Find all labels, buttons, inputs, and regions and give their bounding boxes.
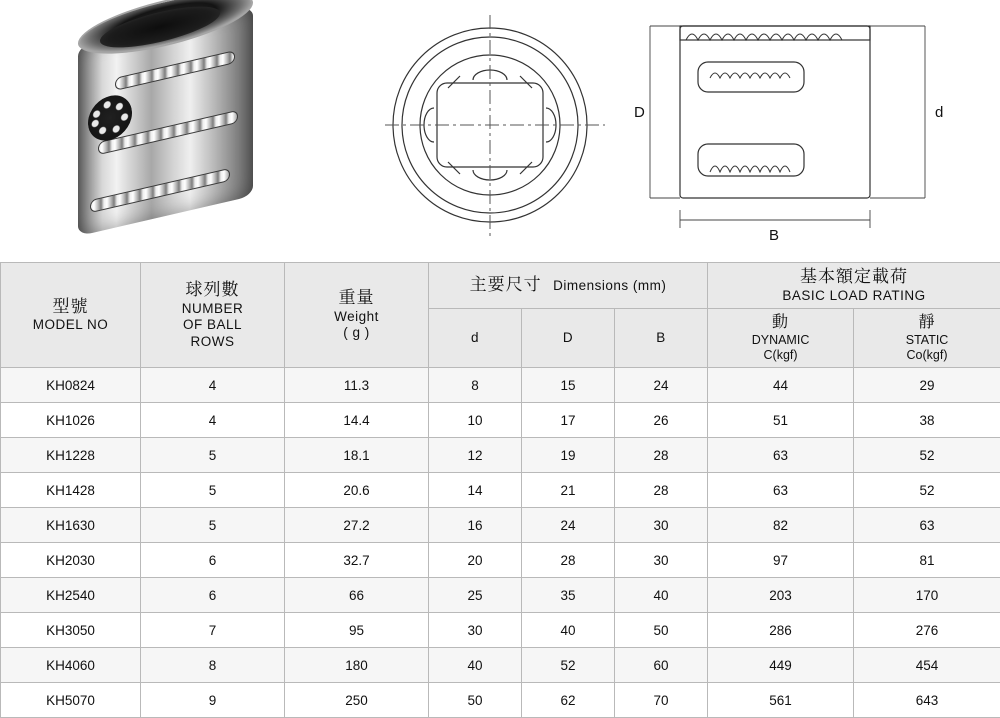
cell-dim-B: 60	[615, 648, 708, 683]
cell-dynamic: 97	[708, 543, 854, 578]
table-header	[1, 263, 1000, 368]
table-row	[1, 438, 1000, 473]
cell-ball-rows: 5	[141, 508, 285, 543]
cell-weight: 20.6	[285, 473, 429, 508]
cell-dim-B: 70	[615, 683, 708, 718]
cell-dim-B: 40	[615, 578, 708, 613]
end-view-drawing	[385, 10, 605, 245]
header-dim-d-label: d	[471, 330, 479, 345]
header-model	[1, 263, 141, 368]
table-row	[1, 508, 1000, 543]
cell-dim-D: 15	[522, 368, 615, 403]
specification-table	[0, 262, 1000, 718]
header-dim-D	[522, 309, 615, 368]
cell-dim-d: 40	[429, 648, 522, 683]
cell-weight: 18.1	[285, 438, 429, 473]
bearing-photo	[60, 16, 290, 231]
cell-static: 52	[854, 473, 1000, 508]
header-weight-en1: Weight	[287, 309, 426, 325]
header-weight-cn: 重量	[287, 288, 426, 309]
cell-static: 52	[854, 438, 1000, 473]
header-load-rating	[708, 263, 1000, 309]
cell-dim-d: 30	[429, 613, 522, 648]
header-ball-rows-en2: OF BALL	[143, 317, 282, 333]
cell-static: 38	[854, 403, 1000, 438]
cell-static: 170	[854, 578, 1000, 613]
cell-dim-B: 50	[615, 613, 708, 648]
cell-dim-d: 25	[429, 578, 522, 613]
cell-dim-D: 35	[522, 578, 615, 613]
cell-weight: 27.2	[285, 508, 429, 543]
header-ball-rows-en3: ROWS	[143, 334, 282, 350]
cell-dim-D: 40	[522, 613, 615, 648]
header-dynamic	[708, 309, 854, 368]
header-dimensions-en: Dimensions (mm)	[553, 278, 666, 293]
header-static-en1: STATIC	[856, 333, 998, 348]
header-dynamic-cn: 動	[710, 313, 851, 333]
cell-static: 276	[854, 613, 1000, 648]
cell-dim-D: 19	[522, 438, 615, 473]
cell-model: KH1428	[1, 473, 141, 508]
cell-dynamic: 44	[708, 368, 854, 403]
cell-static: 81	[854, 543, 1000, 578]
header-static	[854, 309, 1000, 368]
cell-dim-D: 52	[522, 648, 615, 683]
header-load-rating-cn: 基本額定載荷	[710, 267, 998, 288]
cell-dynamic: 449	[708, 648, 854, 683]
cell-ball-rows: 5	[141, 438, 285, 473]
header-dimensions-cn: 主要尺寸	[470, 275, 542, 294]
cell-model: KH0824	[1, 368, 141, 403]
table-row	[1, 543, 1000, 578]
header-weight	[285, 263, 429, 368]
header-ball-rows-en1: NUMBER	[143, 301, 282, 317]
cell-weight: 95	[285, 613, 429, 648]
header-dim-D-label: D	[563, 330, 573, 345]
cell-dim-B: 26	[615, 403, 708, 438]
cell-weight: 32.7	[285, 543, 429, 578]
cell-dim-B: 30	[615, 508, 708, 543]
cell-dim-D: 17	[522, 403, 615, 438]
table-row	[1, 613, 1000, 648]
table-row	[1, 403, 1000, 438]
dim-label-D: D	[634, 104, 645, 121]
cell-dynamic: 561	[708, 683, 854, 718]
cell-dim-B: 24	[615, 368, 708, 403]
table-row	[1, 578, 1000, 613]
table-row	[1, 683, 1000, 718]
cell-dim-B: 28	[615, 473, 708, 508]
table-row	[1, 368, 1000, 403]
cell-weight: 14.4	[285, 403, 429, 438]
header-model-cn: 型號	[3, 297, 138, 318]
cell-dim-B: 30	[615, 543, 708, 578]
cell-weight: 250	[285, 683, 429, 718]
cell-dim-d: 14	[429, 473, 522, 508]
cell-weight: 66	[285, 578, 429, 613]
header-dim-B	[615, 309, 708, 368]
cell-dim-D: 28	[522, 543, 615, 578]
header-model-en: MODEL NO	[3, 317, 138, 333]
cell-dynamic: 51	[708, 403, 854, 438]
cell-dynamic: 286	[708, 613, 854, 648]
cell-weight: 180	[285, 648, 429, 683]
cell-model: KH1228	[1, 438, 141, 473]
cell-ball-rows: 6	[141, 578, 285, 613]
cell-static: 454	[854, 648, 1000, 683]
header-dynamic-en2: C(kgf)	[710, 348, 851, 363]
cell-static: 29	[854, 368, 1000, 403]
cell-dim-d: 8	[429, 368, 522, 403]
cell-dim-d: 20	[429, 543, 522, 578]
header-dim-B-label: B	[656, 330, 666, 345]
table-row	[1, 473, 1000, 508]
cell-dim-d: 10	[429, 403, 522, 438]
cell-ball-rows: 5	[141, 473, 285, 508]
cell-dim-D: 21	[522, 473, 615, 508]
cell-model: KH1026	[1, 403, 141, 438]
header-dimensions	[429, 263, 708, 309]
cell-dim-D: 24	[522, 508, 615, 543]
cell-dynamic: 82	[708, 508, 854, 543]
cell-ball-rows: 4	[141, 403, 285, 438]
cell-model: KH2540	[1, 578, 141, 613]
dim-label-B: B	[769, 227, 779, 244]
cell-dynamic: 203	[708, 578, 854, 613]
cell-model: KH5070	[1, 683, 141, 718]
header-ball-rows-cn: 球列數	[143, 280, 282, 301]
header-static-en2: Co(kgf)	[856, 348, 998, 363]
header-dim-d	[429, 309, 522, 368]
cell-static: 63	[854, 508, 1000, 543]
cell-model: KH3050	[1, 613, 141, 648]
cell-dim-B: 28	[615, 438, 708, 473]
figures-area	[0, 0, 1000, 262]
cell-ball-rows: 8	[141, 648, 285, 683]
cell-model: KH2030	[1, 543, 141, 578]
cell-model: KH4060	[1, 648, 141, 683]
cell-dim-D: 62	[522, 683, 615, 718]
cell-dim-d: 12	[429, 438, 522, 473]
cell-dim-d: 50	[429, 683, 522, 718]
dim-label-d: d	[935, 104, 943, 121]
cell-dim-d: 16	[429, 508, 522, 543]
header-dynamic-en1: DYNAMIC	[710, 333, 851, 348]
section-view-drawing	[630, 4, 960, 249]
cell-weight: 11.3	[285, 368, 429, 403]
cell-ball-rows: 4	[141, 368, 285, 403]
cell-model: KH1630	[1, 508, 141, 543]
cell-dynamic: 63	[708, 438, 854, 473]
table-body	[1, 368, 1000, 718]
cell-ball-rows: 6	[141, 543, 285, 578]
header-ball-rows	[141, 263, 285, 368]
table-row	[1, 648, 1000, 683]
header-load-rating-en: BASIC LOAD RATING	[710, 288, 998, 304]
cell-static: 643	[854, 683, 1000, 718]
cell-ball-rows: 7	[141, 613, 285, 648]
header-weight-en2: ( g )	[287, 325, 426, 341]
cell-ball-rows: 9	[141, 683, 285, 718]
cell-dynamic: 63	[708, 473, 854, 508]
header-static-cn: 靜	[856, 313, 998, 333]
